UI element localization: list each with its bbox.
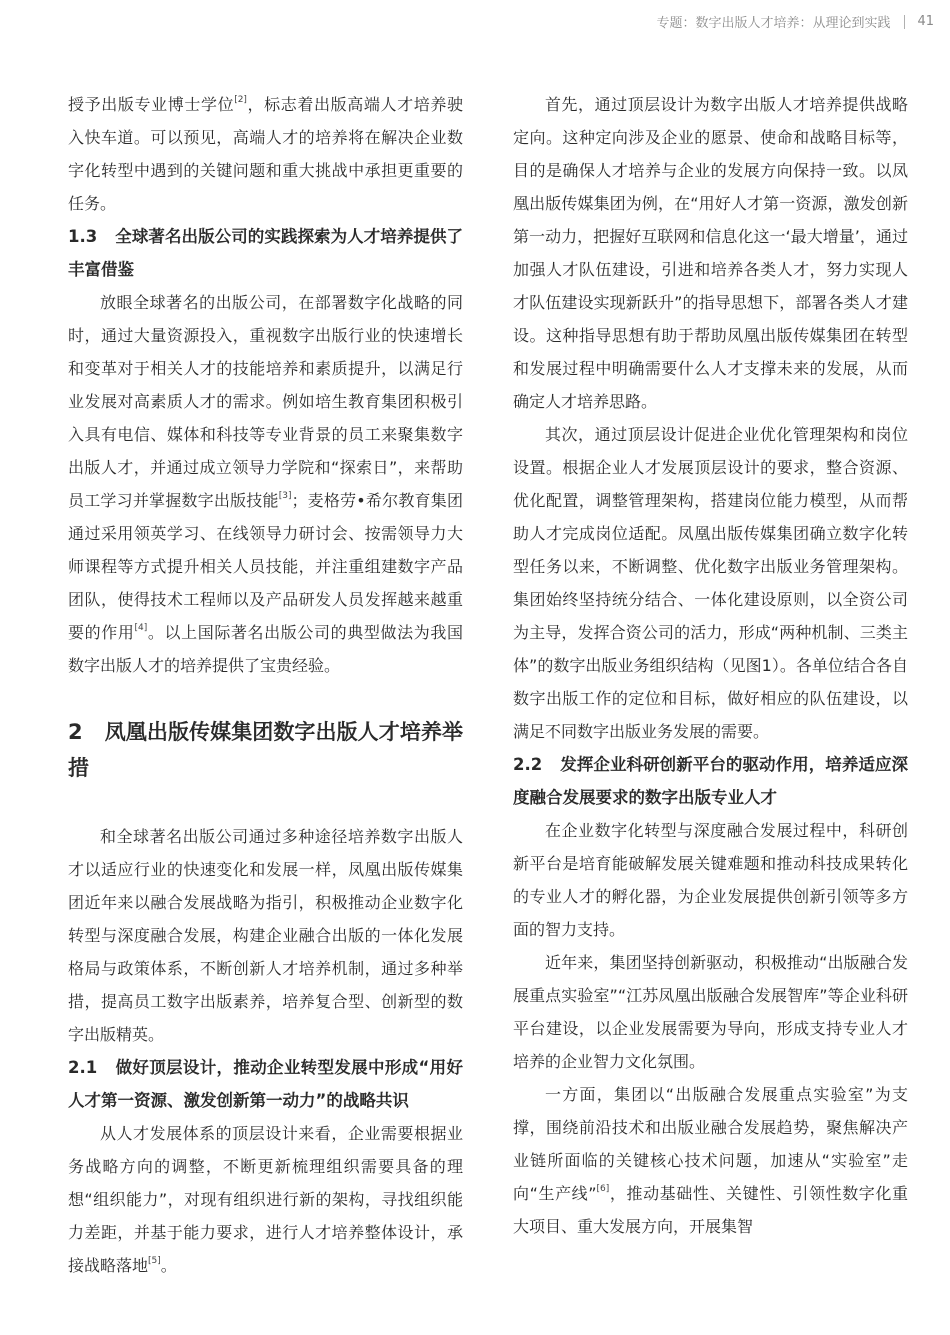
paragraph: 首先，通过顶层设计为数字出版人才培养提供战略定向。这种定向涉及企业的愿景、使命和战略目标等，目的是确保人才培养与企业的发展方向保持一致。以凤凰出版传媒集团为例，在“用好人才第一资源，激发创新第一动力，把握好互联网和信息化这一‘最大增量’，通过加强人才队伍建设，引进和培养各类人才，努力实现人才队伍建设实现新跃升”的指导思想下，部署各类人才建设。这种指导思想有助于帮助凤凰出版传媒集团在转型和发展过程中明确需要什么人才支撑未来的发展，从而确定人才培养思路。 [513,95,908,411]
section-heading-2 [68,714,463,786]
paragraph-text: 授予出版专业博士学位 [68,95,235,114]
header-divider [904,15,905,29]
paragraph [68,286,463,682]
paragraph [513,1078,908,1243]
paragraph-text: 。 [160,1256,177,1275]
paragraph [68,1117,463,1282]
paragraph [68,88,463,220]
section-heading-1-3 [68,220,463,286]
section-title: 发挥企业科研创新平台的驱动作用，培养适应深度融合发展要求的数字出版专业人才 [513,755,908,807]
paragraph-text: 放眼全球著名的出版公司，在部署数字化战略的同时，通过大量资源投入，重视数字出版行业的快速增长和变革对于相关人才的技能培养和素质提升，以满足行业发展对高素质人才的需求。例如培生教育集团积极引入具有电信、媒体和科技等专业背景的员工来聚集数字出版人才，并通过成立领导力学院和“探索日”，来帮助员工学习并掌握数字出版技能 [68,293,463,510]
paragraph-text: ；麦格劳•希尔教育集团通过采用领英学习、在线领导力研讨会、按需领导力大师课程等方式提升相关人员技能，并注重组建数字产品团队，使得技术工程师以及产品研发人员发挥越来越重要的作用 [68,491,463,642]
section-title: 做好顶层设计，推动企业转型发展中形成“用好人才第一资源、激发创新第一动力”的战略共识 [68,1058,463,1110]
left-column [68,88,463,1282]
citation: [5] [148,1256,161,1266]
section-number: 2.1 [68,1058,98,1077]
section-number: 1.3 [68,227,98,246]
paragraph: 和全球著名出版公司通过多种途径培养数字出版人才以适应行业的快速变化和发展一样，凤凰出版传媒集团近年来以融合发展战略为指引，积极推动企业数字化转型与深度融合发展，构建企业融合出版的一体化发展格局与政策体系，不断创新人才培养机制，通过多种举措，提高员工数字出版素养，培养复合型、创新型的数字出版精英。 [68,827,463,1044]
running-title: 专题：数字出版人才培养：从理论到实践 [656,16,891,31]
page-number: 41 [917,14,934,29]
paragraph: 在企业数字化转型与深度融合发展过程中，科研创新平台是培育能破解发展关键难题和推动科技成果转化的专业人才的孵化器，为企业发展提供创新引领等多方面的智力支持。 [513,821,908,939]
section-number: 2.2 [513,755,543,774]
running-header [656,12,934,31]
citation: [6] [596,1184,610,1194]
paragraph: 其次，通过顶层设计促进企业优化管理架构和岗位设置。根据企业人才发展顶层设计的要求，整合资源、优化配置，调整管理架构，搭建岗位能力模型，从而帮助人才完成岗位适配。凤凰出版传媒集团确立数字化转型任务以来，不断调整、优化数字出版业务管理架构。集团始终坚持统分结合、一体化建设原则，以全资公司为主导，发挥合资公司的活力，形成“两种机制、三类主体”的数字出版业务组织结构（见图1）。各单位结合各自数字出版工作的定位和目标，做好相应的队伍建设，以满足不同数字出版业务发展的需要。 [513,425,908,741]
paragraph-text: ，标志着出版高端人才培养驶入快车道。可以预见，高端人才的培养将在解决企业数字化转型中遇到的关键问题和重大挑战中承担更重要的任务。 [68,95,463,213]
section-heading-2-1 [68,1051,463,1117]
citation: [4] [134,623,148,633]
paragraph-text: 一方面，集团以“出版融合发展重点实验室”为支撑，围绕前沿技术和出版业融合发展趋势，聚焦解决产业链所面临的关键核心技术问题，加速从“实验室”走向“生产线” [513,1085,908,1203]
paragraph-text: ，推动基础性、关键性、引领性数字化重大项目、重大发展方向，开展集智 [513,1184,908,1236]
citation: [3] [278,491,292,501]
section-title: 全球著名出版公司的实践探索为人才培养提供了丰富借鉴 [68,227,463,279]
section-title: 凤凰出版传媒集团数字出版人才培养举措 [68,720,463,780]
paragraph: 近年来，集团坚持创新驱动，积极推动“出版融合发展重点实验室”“江苏凤凰出版融合发展智库”等企业科研平台建设，以企业发展需要为导向，形成支持专业人才培养的企业智力文化氛围。 [513,953,908,1071]
section-number: 2 [68,720,83,744]
section-heading-2-2 [513,748,908,814]
paragraph-text: 。以上国际著名出版公司的典型做法为我国数字出版人才的培养提供了宝贵经验。 [68,623,463,675]
right-column [513,88,908,1243]
paragraph-text: 从人才发展体系的顶层设计来看，企业需要根据业务战略方向的调整，不断更新梳理组织需要具备的理想“组织能力”，对现有组织进行新的架构，寻找组织能力差距，并基于能力要求，进行人才培养整体设计，承接战略落地 [68,1124,463,1275]
citation: [2] [234,95,247,105]
